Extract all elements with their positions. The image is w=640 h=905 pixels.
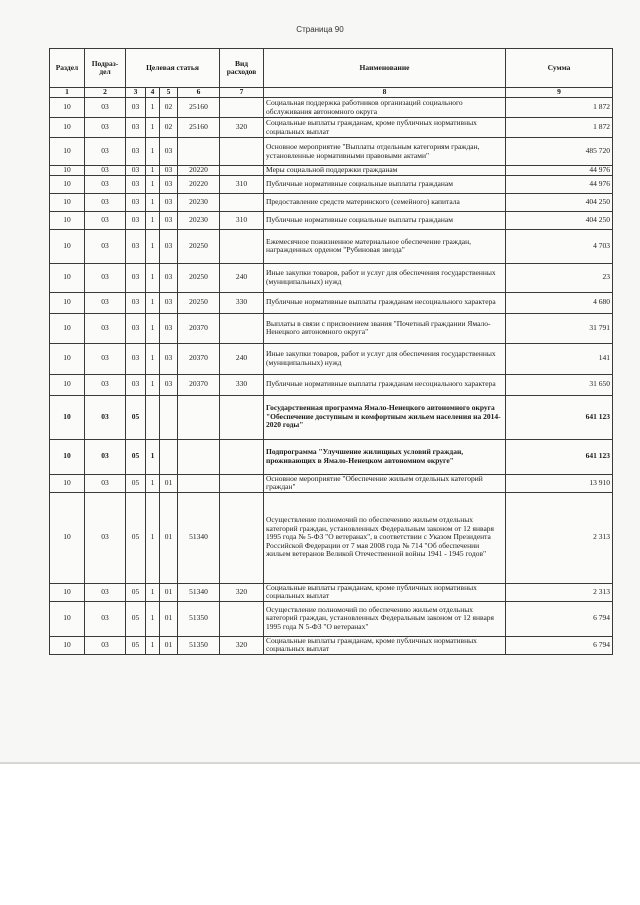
- header-podrazdel: Подраз-дел: [85, 49, 126, 88]
- cell-podrazdel: 03: [85, 313, 126, 343]
- table-row: [50, 395, 613, 439]
- cell-name: Основное мероприятие "Выплаты отдельным категориям граждан, установленные нормативными правовыми актами": [264, 138, 506, 166]
- table-row: [50, 229, 613, 263]
- sheet-edge: [0, 762, 640, 764]
- cell-vid: 240: [220, 263, 264, 292]
- cell-subprogram: 1: [146, 313, 160, 343]
- cell-subprogram: 1: [146, 474, 160, 492]
- cell-activity: 01: [160, 583, 178, 601]
- table-row: [50, 138, 613, 166]
- budget-table: [49, 48, 613, 655]
- cell-name: Публичные нормативные социальные выплаты гражданам: [264, 175, 506, 193]
- cell-activity: [160, 439, 178, 474]
- table-row: [50, 636, 613, 654]
- cell-sum: 404 250: [506, 211, 613, 229]
- cell-direction: 25160: [178, 98, 220, 118]
- cell-program: 05: [126, 636, 146, 654]
- cell-subprogram: 1: [146, 175, 160, 193]
- table-row: [50, 601, 613, 636]
- cell-activity: 03: [160, 292, 178, 313]
- cell-name: Иные закупки товаров, работ и услуг для обеспечения государственных (муниципальных) нужд: [264, 263, 506, 292]
- cell-program: 03: [126, 374, 146, 395]
- cell-sum: 1 872: [506, 118, 613, 138]
- cell-podrazdel: 03: [85, 474, 126, 492]
- cell-razdel: 10: [50, 211, 85, 229]
- cell-direction: [178, 138, 220, 166]
- cell-program: 03: [126, 313, 146, 343]
- cell-vid: [220, 98, 264, 118]
- cell-activity: 03: [160, 313, 178, 343]
- table-row: [50, 474, 613, 492]
- cell-podrazdel: 03: [85, 636, 126, 654]
- cell-razdel: 10: [50, 636, 85, 654]
- cell-sum: 13 910: [506, 474, 613, 492]
- cell-subprogram: 1: [146, 98, 160, 118]
- cell-razdel: 10: [50, 175, 85, 193]
- cell-vid: 330: [220, 292, 264, 313]
- cell-subprogram: 1: [146, 229, 160, 263]
- cell-direction: 51350: [178, 601, 220, 636]
- cell-program: 05: [126, 439, 146, 474]
- cell-activity: 03: [160, 138, 178, 166]
- cell-direction: 20250: [178, 263, 220, 292]
- header-razdel: Раздел: [50, 49, 85, 88]
- cell-name: Государственная программа Ямало-Ненецкого автономного округа "Обеспечение доступным и комфортным жильем населения на 2014-2020 годы": [264, 395, 506, 439]
- cell-program: 03: [126, 166, 146, 176]
- cell-activity: 03: [160, 166, 178, 176]
- cell-razdel: 10: [50, 166, 85, 176]
- cell-activity: 01: [160, 601, 178, 636]
- cell-razdel: 10: [50, 138, 85, 166]
- cell-sum: 2 313: [506, 492, 613, 583]
- cell-sum: 4 703: [506, 229, 613, 263]
- cell-direction: [178, 395, 220, 439]
- cell-razdel: 10: [50, 374, 85, 395]
- cell-sum: 641 123: [506, 395, 613, 439]
- cell-program: 03: [126, 263, 146, 292]
- cell-program: 03: [126, 229, 146, 263]
- cell-razdel: 10: [50, 292, 85, 313]
- header-sum: Сумма: [506, 49, 613, 88]
- cell-vid: [220, 601, 264, 636]
- column-number: 4: [146, 88, 160, 98]
- cell-subprogram: 1: [146, 138, 160, 166]
- cell-name: Публичные нормативные выплаты гражданам несоциального характера: [264, 292, 506, 313]
- cell-sum: 44 976: [506, 175, 613, 193]
- cell-program: 03: [126, 98, 146, 118]
- cell-sum: 23: [506, 263, 613, 292]
- header-celevaya: Целевая статья: [126, 49, 220, 88]
- table-row: [50, 175, 613, 193]
- cell-program: 03: [126, 193, 146, 211]
- cell-activity: 03: [160, 175, 178, 193]
- cell-razdel: 10: [50, 263, 85, 292]
- cell-name: Подпрограмма "Улучшение жилищных условий граждан, проживающих в Ямало-Ненецком автономном округе": [264, 439, 506, 474]
- cell-name: Иные закупки товаров, работ и услуг для обеспечения государственных (муниципальных) нужд: [264, 343, 506, 374]
- cell-subprogram: 1: [146, 193, 160, 211]
- cell-name: Публичные нормативные социальные выплаты гражданам: [264, 211, 506, 229]
- table-row: [50, 193, 613, 211]
- cell-podrazdel: 03: [85, 118, 126, 138]
- column-number: 1: [50, 88, 85, 98]
- cell-direction: 20370: [178, 374, 220, 395]
- cell-razdel: 10: [50, 474, 85, 492]
- cell-vid: [220, 474, 264, 492]
- table-row: [50, 583, 613, 601]
- cell-vid: [220, 166, 264, 176]
- column-number: 9: [506, 88, 613, 98]
- cell-program: 05: [126, 601, 146, 636]
- cell-subprogram: 1: [146, 166, 160, 176]
- cell-vid: [220, 313, 264, 343]
- cell-subprogram: 1: [146, 211, 160, 229]
- column-number: 7: [220, 88, 264, 98]
- cell-name: Выплаты в связи с присвоением звания "Почетный граждании Ямало-Ненецкого автономного округа": [264, 313, 506, 343]
- cell-vid: [220, 395, 264, 439]
- cell-podrazdel: 03: [85, 492, 126, 583]
- cell-direction: 20220: [178, 166, 220, 176]
- cell-name: Социальные выплаты гражданам, кроме публичных нормативных социальных выплат: [264, 583, 506, 601]
- cell-sum: 6 794: [506, 636, 613, 654]
- cell-name: Предоставление средств материнского (семейного) капитала: [264, 193, 506, 211]
- cell-razdel: 10: [50, 583, 85, 601]
- cell-subprogram: 1: [146, 118, 160, 138]
- cell-direction: 51350: [178, 636, 220, 654]
- cell-program: 03: [126, 292, 146, 313]
- cell-sum: 6 794: [506, 601, 613, 636]
- cell-direction: 51340: [178, 583, 220, 601]
- cell-program: 05: [126, 583, 146, 601]
- cell-razdel: 10: [50, 601, 85, 636]
- cell-activity: 02: [160, 98, 178, 118]
- cell-podrazdel: 03: [85, 175, 126, 193]
- cell-activity: [160, 395, 178, 439]
- cell-activity: 03: [160, 263, 178, 292]
- cell-razdel: 10: [50, 118, 85, 138]
- cell-razdel: 10: [50, 98, 85, 118]
- cell-name: Ежемесячное пожизненное материальное обеспечение граждан, награжденных орденом "Рубиновая звезда": [264, 229, 506, 263]
- cell-razdel: 10: [50, 193, 85, 211]
- cell-sum: 141: [506, 343, 613, 374]
- cell-subprogram: 1: [146, 343, 160, 374]
- header-name: Наименование: [264, 49, 506, 88]
- cell-vid: 330: [220, 374, 264, 395]
- cell-sum: 641 123: [506, 439, 613, 474]
- cell-vid: 310: [220, 211, 264, 229]
- cell-name: Социальные выплаты гражданам, кроме публичных нормативных социальных выплат: [264, 636, 506, 654]
- column-number: 3: [126, 88, 146, 98]
- cell-activity: 02: [160, 118, 178, 138]
- cell-subprogram: 1: [146, 374, 160, 395]
- column-number: 5: [160, 88, 178, 98]
- cell-subprogram: 1: [146, 583, 160, 601]
- cell-sum: 44 976: [506, 166, 613, 176]
- cell-program: 05: [126, 492, 146, 583]
- table-row: [50, 374, 613, 395]
- cell-program: 03: [126, 138, 146, 166]
- cell-podrazdel: 03: [85, 166, 126, 176]
- cell-razdel: 10: [50, 229, 85, 263]
- cell-razdel: 10: [50, 492, 85, 583]
- cell-direction: 20250: [178, 292, 220, 313]
- cell-podrazdel: 03: [85, 601, 126, 636]
- cell-subprogram: 1: [146, 292, 160, 313]
- cell-subprogram: 1: [146, 263, 160, 292]
- cell-vid: 320: [220, 583, 264, 601]
- table-row: [50, 211, 613, 229]
- cell-activity: 03: [160, 374, 178, 395]
- column-number: 6: [178, 88, 220, 98]
- cell-direction: 51340: [178, 492, 220, 583]
- cell-name: Меры социальной поддержки гражданам: [264, 166, 506, 176]
- cell-podrazdel: 03: [85, 193, 126, 211]
- cell-activity: 03: [160, 229, 178, 263]
- cell-program: 03: [126, 211, 146, 229]
- cell-podrazdel: 03: [85, 263, 126, 292]
- cell-podrazdel: 03: [85, 138, 126, 166]
- cell-sum: 31 791: [506, 313, 613, 343]
- cell-razdel: 10: [50, 343, 85, 374]
- cell-program: 05: [126, 474, 146, 492]
- cell-direction: 20230: [178, 211, 220, 229]
- cell-vid: 320: [220, 636, 264, 654]
- cell-subprogram: 1: [146, 439, 160, 474]
- cell-name: Осуществление полномочий по обеспечению жильем отдельных категорий граждан, установленных Федеральным законом от 12 января 1995 года N 5-ФЗ "О ветеранах": [264, 601, 506, 636]
- cell-razdel: 10: [50, 439, 85, 474]
- cell-activity: 03: [160, 343, 178, 374]
- table-row: [50, 439, 613, 474]
- cell-podrazdel: 03: [85, 292, 126, 313]
- cell-podrazdel: 03: [85, 229, 126, 263]
- cell-activity: 01: [160, 492, 178, 583]
- cell-name: Социальная поддержка работников организаций социального обслуживания автономного округа: [264, 98, 506, 118]
- column-number: 8: [264, 88, 506, 98]
- cell-program: 03: [126, 175, 146, 193]
- cell-direction: 20370: [178, 343, 220, 374]
- cell-program: 05: [126, 395, 146, 439]
- cell-sum: 31 650: [506, 374, 613, 395]
- cell-sum: 2 313: [506, 583, 613, 601]
- cell-direction: 20230: [178, 193, 220, 211]
- cell-direction: [178, 439, 220, 474]
- cell-subprogram: 1: [146, 601, 160, 636]
- header-vid: Вид расходов: [220, 49, 264, 88]
- table-row: [50, 343, 613, 374]
- table-row: [50, 292, 613, 313]
- cell-subprogram: 1: [146, 492, 160, 583]
- cell-vid: [220, 229, 264, 263]
- cell-podrazdel: 03: [85, 343, 126, 374]
- cell-razdel: 10: [50, 395, 85, 439]
- cell-program: 03: [126, 343, 146, 374]
- cell-program: 03: [126, 118, 146, 138]
- cell-vid: [220, 138, 264, 166]
- cell-podrazdel: 03: [85, 583, 126, 601]
- page-label: Страница 90: [296, 25, 344, 34]
- cell-name: Осуществление полномочий по обеспечению жильем отдельных категорий граждан, установленных Федеральным законом от 12 января 1995 года № 5-ФЗ "О ветеранах", в соответствии с Указом Президента Российской Федерации от 7 мая 2008 года № 714 "Об обеспечении жильем ветеранов Великой Отечественной войны 1941 - 1945 годов": [264, 492, 506, 583]
- cell-vid: [220, 492, 264, 583]
- cell-podrazdel: 03: [85, 211, 126, 229]
- cell-direction: 20370: [178, 313, 220, 343]
- cell-name: Социальные выплаты гражданам, кроме публичных нормативных социальных выплат: [264, 118, 506, 138]
- cell-direction: 25160: [178, 118, 220, 138]
- column-number: 2: [85, 88, 126, 98]
- cell-activity: 03: [160, 193, 178, 211]
- table-row: [50, 166, 613, 176]
- cell-subprogram: 1: [146, 636, 160, 654]
- cell-direction: 20250: [178, 229, 220, 263]
- cell-sum: 1 872: [506, 98, 613, 118]
- cell-subprogram: [146, 395, 160, 439]
- cell-sum: 4 680: [506, 292, 613, 313]
- cell-podrazdel: 03: [85, 374, 126, 395]
- table-row: [50, 313, 613, 343]
- cell-sum: 485 720: [506, 138, 613, 166]
- cell-name: Публичные нормативные выплаты гражданам несоциального характера: [264, 374, 506, 395]
- column-number-row: [50, 88, 613, 98]
- table-row: [50, 98, 613, 118]
- cell-direction: [178, 474, 220, 492]
- cell-podrazdel: 03: [85, 395, 126, 439]
- cell-podrazdel: 03: [85, 439, 126, 474]
- table-row: [50, 118, 613, 138]
- cell-activity: 01: [160, 474, 178, 492]
- cell-vid: [220, 439, 264, 474]
- table-row: [50, 492, 613, 583]
- cell-activity: 03: [160, 211, 178, 229]
- cell-name: Основное мероприятие "Обеспечение жильем отдельных категорий граждан": [264, 474, 506, 492]
- cell-podrazdel: 03: [85, 98, 126, 118]
- cell-direction: 20220: [178, 175, 220, 193]
- cell-sum: 404 250: [506, 193, 613, 211]
- table-row: [50, 263, 613, 292]
- cell-vid: 310: [220, 175, 264, 193]
- cell-razdel: 10: [50, 313, 85, 343]
- header-row: [50, 49, 613, 88]
- cell-vid: [220, 193, 264, 211]
- cell-activity: 01: [160, 636, 178, 654]
- cell-vid: 320: [220, 118, 264, 138]
- cell-vid: 240: [220, 343, 264, 374]
